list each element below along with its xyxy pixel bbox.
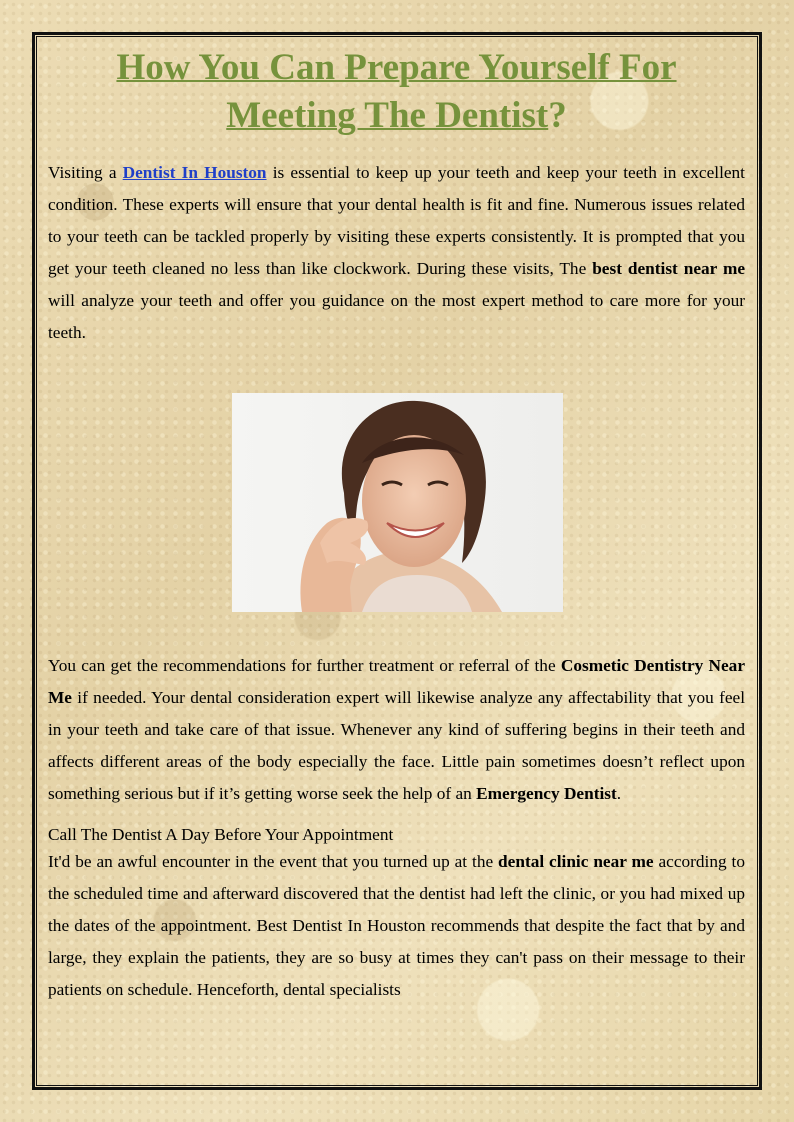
text: It'd be an awful encounter in the event that you turned up at the bbox=[48, 852, 499, 871]
bold-keyword: Cosmetic Dentistry Near Me bbox=[48, 656, 745, 707]
title-line-2: Meeting The Dentist bbox=[226, 95, 549, 136]
title-question-mark: ? bbox=[548, 95, 567, 136]
dentist-in-houston-link[interactable]: Dentist In Houston bbox=[122, 163, 267, 182]
photo-illustration bbox=[232, 393, 563, 612]
article bbox=[48, 40, 745, 1006]
text: . bbox=[616, 784, 622, 803]
section-subheading: Call The Dentist A Day Before Your Appointment bbox=[48, 825, 394, 844]
text: is essential to keep up your teeth and keep your teeth in excellent condition. These experts will ensure that your dental health is fit and fine. Numerous issues related to your teeth can be tackled properly by visiting these experts consistently. It is prompted that you get your teeth cleaned no less than like clockwork. During these visits, The bbox=[48, 163, 745, 278]
page-title bbox=[48, 44, 745, 140]
bold-keyword: best dentist near me bbox=[592, 259, 746, 278]
bold-keyword: dental clinic near me bbox=[498, 852, 654, 871]
text: according to the scheduled time and afterward discovered that the dentist had left the clinic, or you had mixed up the dates of the appointment. Best Dentist In Houston recommends that despite the fact that by and large, they explain the patients, they are so busy at times they can't pass on their message to their patients on schedule. Henceforth, dental specialists bbox=[48, 852, 745, 999]
text: will analyze your teeth and offer you guidance on the most expert method to care more for your teeth. bbox=[48, 291, 745, 342]
title-line-1: How You Can Prepare Yourself For bbox=[116, 47, 677, 88]
paragraph-recommendations bbox=[48, 650, 745, 810]
text: Visiting a bbox=[48, 163, 123, 182]
paragraph-appointment bbox=[48, 846, 745, 1006]
text: if needed. Your dental consideration expert will likewise analyze any affectability that you feel in your teeth and take care of that issue. Whenever any kind of suffering begins in their teeth and affects different areas of the body especially the face. Little pain sometimes doesn’t reflect upon something serious but if it’s getting worse seek the help of an bbox=[48, 688, 745, 803]
text: You can get the recommendations for further treatment or referral of the bbox=[48, 656, 561, 675]
smiling-woman-photo bbox=[232, 393, 563, 612]
paragraph-intro bbox=[48, 157, 745, 349]
bold-keyword: Emergency Dentist bbox=[476, 784, 617, 803]
